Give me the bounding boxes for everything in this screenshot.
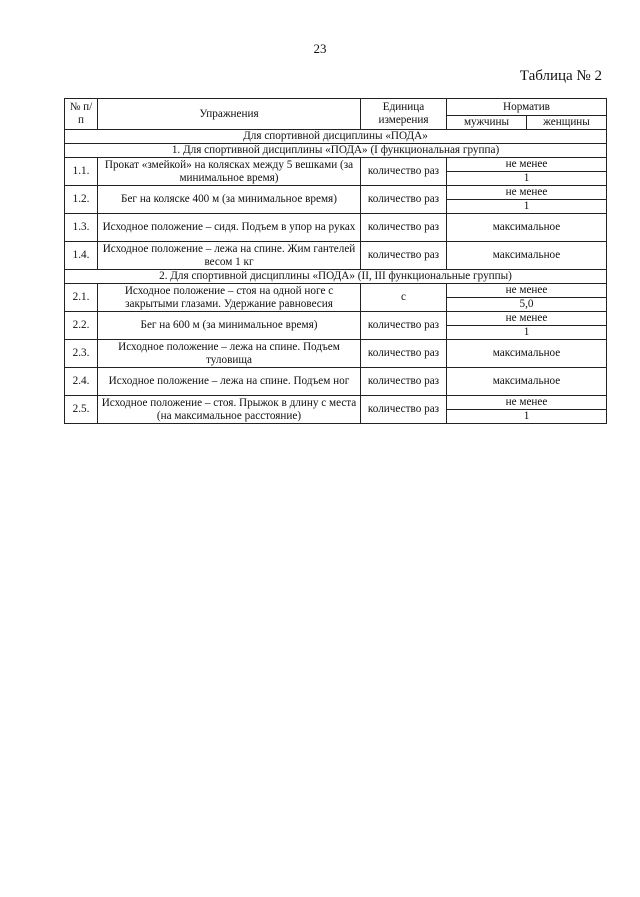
table-title: Таблица № 2 <box>519 68 602 84</box>
exercise-row <box>65 340 607 368</box>
header-norm: Норматив <box>447 99 607 116</box>
header-num: № п/п <box>65 99 98 130</box>
exercise-name: Исходное положение – стоя на одной ноге с закрытыми глазами. Удержание равновесия <box>98 284 361 312</box>
exercise-unit: количество раз <box>361 396 447 424</box>
exercise-num: 2.3. <box>65 340 98 368</box>
exercise-num: 1.1. <box>65 158 98 186</box>
exercise-num: 1.3. <box>65 214 98 242</box>
exercise-unit: количество раз <box>361 368 447 396</box>
norm-label: не менее <box>447 158 607 172</box>
header-unit: Единица измерения <box>361 99 447 130</box>
exercise-name: Исходное положение – стоя. Прыжок в длину с места (на максимальное расстояние) <box>98 396 361 424</box>
norm-single: максимальное <box>447 214 607 242</box>
exercise-unit: количество раз <box>361 242 447 270</box>
exercise-num: 2.4. <box>65 368 98 396</box>
norm-value: 5,0 <box>447 298 607 312</box>
norm-single: максимальное <box>447 340 607 368</box>
exercise-num: 1.2. <box>65 186 98 214</box>
page-number: 23 <box>313 41 327 56</box>
section-title: 1. Для спортивной дисциплины «ПОДА» (I функциональная группа) <box>65 144 607 158</box>
header-exercise: Упражнения <box>98 99 361 130</box>
exercise-num: 2.5. <box>65 396 98 424</box>
norm-value: 1 <box>447 410 607 424</box>
section-title: 2. Для спортивной дисциплины «ПОДА» (II, III функциональные группы) <box>65 270 607 284</box>
exercise-num: 1.4. <box>65 242 98 270</box>
exercise-name: Бег на коляске 400 м (за минимальное время) <box>98 186 361 214</box>
norm-label: не менее <box>447 284 607 298</box>
exercise-name: Исходное положение – лежа на спине. Подъем туловища <box>98 340 361 368</box>
exercise-name: Исходное положение – лежа на спине. Подъем ног <box>98 368 361 396</box>
exercise-row <box>65 312 607 326</box>
norm-label: не менее <box>447 396 607 410</box>
norm-value: 1 <box>447 172 607 186</box>
exercise-row <box>65 396 607 410</box>
norm-single: максимальное <box>447 242 607 270</box>
exercise-name: Исходное положение – лежа на спине. Жим гантелей весом 1 кг <box>98 242 361 270</box>
exercise-row <box>65 242 607 270</box>
exercise-unit: количество раз <box>361 312 447 340</box>
exercise-row <box>65 158 607 172</box>
exercise-row <box>65 186 607 200</box>
header-women: женщины <box>527 116 607 130</box>
exercise-name: Прокат «змейкой» на колясках между 5 вешками (за минимальное время) <box>98 158 361 186</box>
exercise-unit: количество раз <box>361 186 447 214</box>
exercise-num: 2.1. <box>65 284 98 312</box>
exercise-unit: с <box>361 284 447 312</box>
exercise-unit: количество раз <box>361 214 447 242</box>
discipline-title: Для спортивной дисциплины «ПОДА» <box>65 130 607 144</box>
norms-table <box>64 98 607 424</box>
exercise-unit: количество раз <box>361 340 447 368</box>
exercise-name: Исходное положение – сидя. Подъем в упор на руках <box>98 214 361 242</box>
norm-label: не менее <box>447 186 607 200</box>
exercise-row <box>65 368 607 396</box>
norm-single: максимальное <box>447 368 607 396</box>
exercise-unit: количество раз <box>361 158 447 186</box>
header-men: мужчины <box>447 116 527 130</box>
exercise-num: 2.2. <box>65 312 98 340</box>
norm-value: 1 <box>447 200 607 214</box>
norm-label: не менее <box>447 312 607 326</box>
exercise-row <box>65 214 607 242</box>
exercise-name: Бег на 600 м (за минимальное время) <box>98 312 361 340</box>
exercise-row <box>65 284 607 298</box>
norm-value: 1 <box>447 326 607 340</box>
